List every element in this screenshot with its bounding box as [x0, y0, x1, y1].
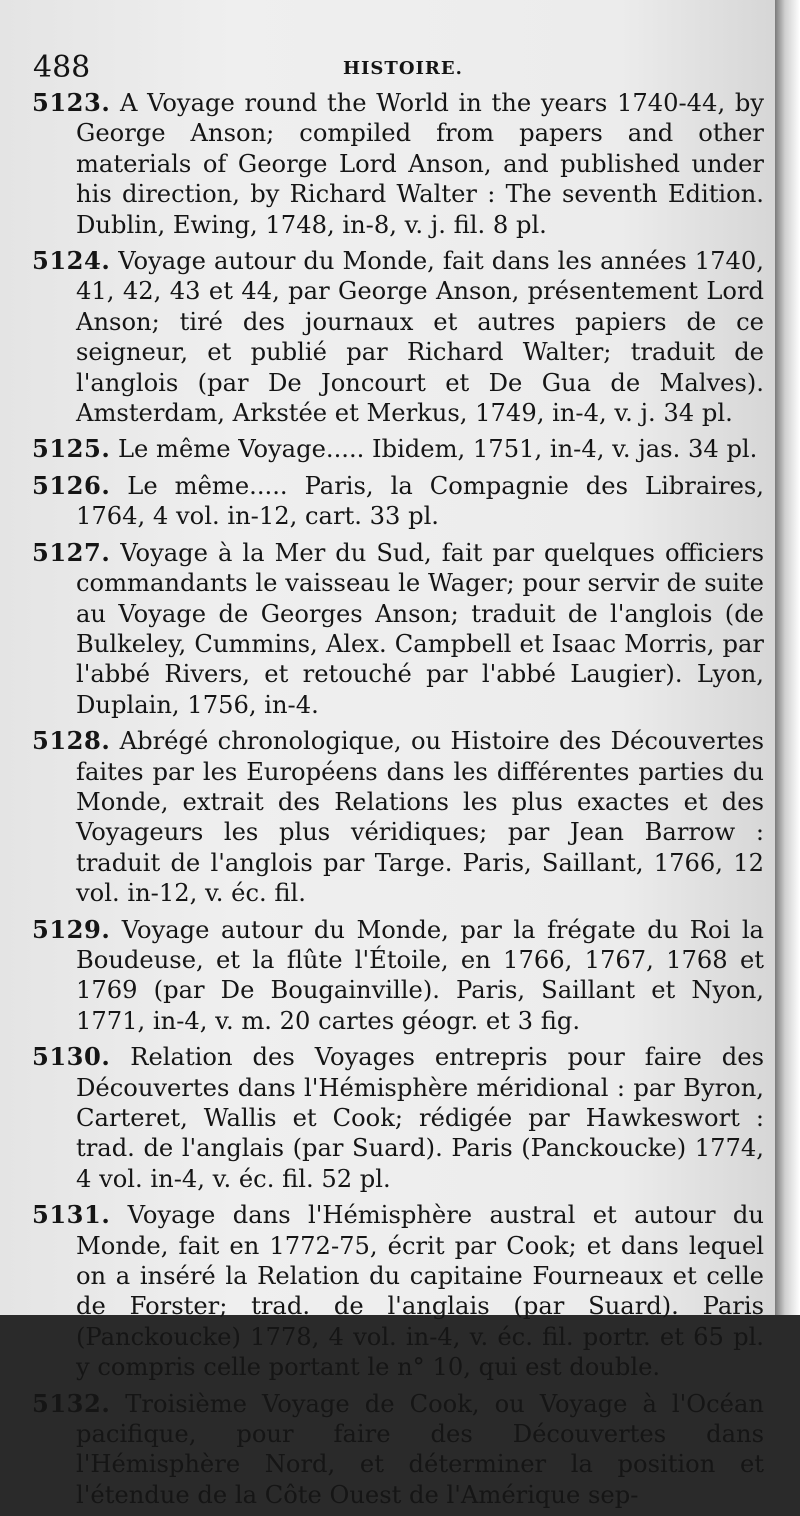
entry-number: 5130.: [32, 1042, 111, 1072]
entry-text: Voyage autour du Monde, par la frégate du Roi la Boudeuse, et la flûte l'Étoile, en 1766, 1767, 1768 et 1769 (par De Bougainville). Paris, Saillant et Nyon, 1771, in-4, v. m. 20 cartes géogr. et 3 fig.: [76, 915, 764, 1035]
catalog-entry: [32, 915, 764, 1037]
entry-text: A Voyage round the World in the years 1740-44, by George Anson; compiled from papers and other materials of George Lord Anson, and published under his direction, by Richard Walter : The seventh Edition. Dublin, Ewing, 1748, in-8, v. j. fil. 8 pl.: [76, 89, 764, 239]
entry-number: 5124.: [32, 246, 111, 276]
catalog-entry: [32, 1389, 764, 1511]
catalog-entry: [32, 1042, 764, 1194]
entry-number: 5131.: [32, 1200, 111, 1230]
entry-number: 5126.: [32, 470, 111, 500]
catalog-entry: [32, 1200, 764, 1382]
entry-text: Abrégé chronologique, ou Histoire des Découvertes faites par les Européens dans les différentes parties du Monde, extrait des Relations les plus exactes et des Voyageurs les plus véridiques; par Jean Barrow : traduit de l'anglois par Targe. Paris, Saillant, 1766, 12 vol. in-12, v. éc. fil.: [76, 727, 764, 908]
entry-text: Voyage dans l'Hémisphère austral et autour du Monde, fait en 1772-75, écrit par Cook; et dans lequel on a inséré la Relation du capitaine Fourneaux et celle de Forster; trad. de l'anglais (par Suard). Paris (Panckoucke) 1778, 4 vol. in-4, v. éc. fil. portr. et 65 pl. y compris celle portant le n° 10, qui est double.: [76, 1201, 764, 1382]
entry-number: 5128.: [32, 726, 111, 756]
catalog-entry: [32, 88, 764, 240]
entry-number: 5129.: [32, 914, 111, 944]
catalog-entry: [32, 471, 764, 532]
entry-text: Le même Voyage..... Ibidem, 1751, in-4, v. jas. 34 pl.: [117, 435, 758, 464]
entry-text: Le même..... Paris, la Compagnie des Libraires, 1764, 4 vol. in-12, cart. 33 pl.: [76, 471, 764, 531]
entry-number: 5123.: [32, 88, 111, 117]
catalog-entry: [32, 538, 764, 720]
catalog-entry: [32, 726, 764, 908]
entry-text: Troisième Voyage de Cook, ou Voyage à l'Océan pacifique, pour faire des Découvertes dans l'Hémisphère Nord, et déterminer la position et l'étendue de la Côte Ouest de l'Amérique sep-: [76, 1389, 764, 1509]
entry-number: 5127.: [32, 537, 111, 567]
entry-number: 5132.: [32, 1388, 111, 1418]
page-header: [33, 48, 755, 88]
catalog-entry: [32, 246, 764, 428]
page-number: 488: [33, 50, 91, 85]
running-head: HISTOIRE.: [343, 58, 463, 79]
entry-text: Voyage à la Mer du Sud, fait par quelques officiers commandants le vaisseau le Wager; pour servir de suite au Voyage de Georges Anson; traduit de l'anglois (de Bulkeley, Cummins, Alex. Campbell et Isaac Morris, par l'abbé Rivers, et retouché par l'abbé Laugier). Lyon, Duplain, 1756, in-4.: [76, 538, 764, 719]
page-edge-shadow: [775, 0, 800, 1315]
catalog-entries: [32, 88, 764, 1516]
entry-text: Voyage autour du Monde, fait dans les années 1740, 41, 42, 43 et 44, par George Anson, présentement Lord Anson; tiré des journaux et autres papiers de ce seigneur, et publié par Richard Walter; traduit de l'anglois (par De Joncourt et De Gua de Malves). Amsterdam, Arkstée et Merkus, 1749, in-4, v. j. 34 pl.: [76, 247, 764, 428]
entry-number: 5125.: [32, 434, 111, 464]
catalog-entry: [32, 434, 764, 464]
entry-text: Relation des Voyages entrepris pour faire des Découvertes dans l'Hémisphère méridional : par Byron, Carteret, Wallis et Cook; rédigée par Hawkeswort : trad. de l'anglais (par Suard). Paris (Panckoucke) 1774, 4 vol. in-4, v. éc. fil. 52 pl.: [76, 1043, 764, 1193]
